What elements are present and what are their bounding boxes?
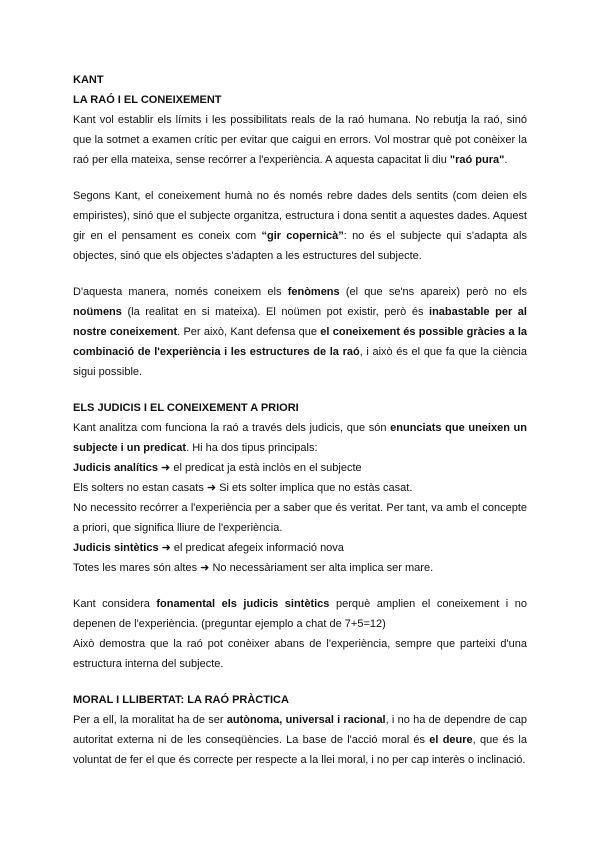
paragraph-moral-duty: Per a ell, la moralitat ha de ser autònoma, universal i racional, i no ha de dependre de cap autoritat externa ni de les conseqüències. La base de l'acció moral és el deure, que és la voluntat de fer el que és correcte per respecte a la llei moral, i no per cap interès o inclinació.: [73, 714, 527, 766]
synthetic-example-line: Totes les mares són altes ➜ No necessàriament ser alta implica ser mare.: [73, 562, 434, 574]
paragraph-synthetic-importance: Kant considera fonamental els judicis sintètics perquè amplien el coneixement i no depenen de l'experiència. (preguntar ejemplo a chat de 7+5=12): [73, 598, 527, 630]
paragraph-copernican-turn: Segons Kant, el coneixement humà no és només rebre dades dels sentits (com deien els empiristes), sinó que el subjecte organitza, estructura i dona sentit a aquestes dades. Aquest gir en el pensament es coneix com “gir copernicà”: no és el subjecte qui s'adapta als objectes, sinó que els objectes s'adapten a les estructures del subjecte.: [73, 190, 527, 262]
analytic-example-line: Els solters no estan casats ➜ Si ets solter implica que no estàs casat.: [73, 482, 413, 494]
arrow-right-icon: ➜: [161, 542, 171, 554]
synthetic-judgments-line: Judicis sintètics ➜ el predicat afegeix informació nova: [73, 542, 344, 554]
section-heading-judgments: ELS JUDICIS I EL CONEIXEMENT A PRIORI: [73, 402, 299, 414]
section-heading-practical-reason: MORAL I LLIBERTAT: LA RAÓ PRÀCTICA: [73, 694, 289, 706]
section-heading-reason-knowledge: LA RAÓ I EL CONEIXEMENT: [73, 94, 222, 106]
arrow-right-icon: ➜: [200, 562, 210, 574]
arrow-right-icon: ➜: [161, 462, 171, 474]
analytic-judgments-line: Judicis analítics ➜ el predicat ja està inclòs en el subjecte: [73, 462, 362, 474]
analytic-note: No necessito recórrer a l'experiència per a saber que és veritat. Per tant, va amb el concepte a priori, que significa lliure de l'experiència.: [73, 502, 527, 534]
paragraph-judgments-intro: Kant analitza com funciona la raó a través dels judicis, que són enunciats que uneixen un subjecte i un predicat. Hi ha dos tipus principals:: [73, 422, 527, 454]
paragraph-pure-reason: Kant vol establir els límits i les possibilitats reals de la raó humana. No rebutja la raó, sinó que la sotmet a examen crític per evitar que caigui en errors. Vol mostrar què pot conèixer la raó per ella mateixa, sense recórrer a l'experiència. A aquesta capacitat li diu "raó pura".: [73, 114, 527, 166]
paragraph-a-priori-conclusion: Això demostra que la raó pot conèixer abans de l'experiència, sempre que parteixi d'una estructura interna del subjecte.: [73, 638, 527, 670]
arrow-right-icon: ➜: [206, 482, 217, 494]
paragraph-phenomena-noumena: D'aquesta manera, només coneixem els fenòmens (el que se'ns apareix) però no els noümens (la realitat en si mateixa). El noümen pot existir, però és inabastable per al nostre coneixement. Per això, Kant defensa que el coneixement és possible gràcies a la combinació de l'experiència i les estructures de la raó, i això és el que fa que la ciència sigui possible.: [73, 286, 528, 378]
document-title: KANT: [73, 74, 104, 86]
